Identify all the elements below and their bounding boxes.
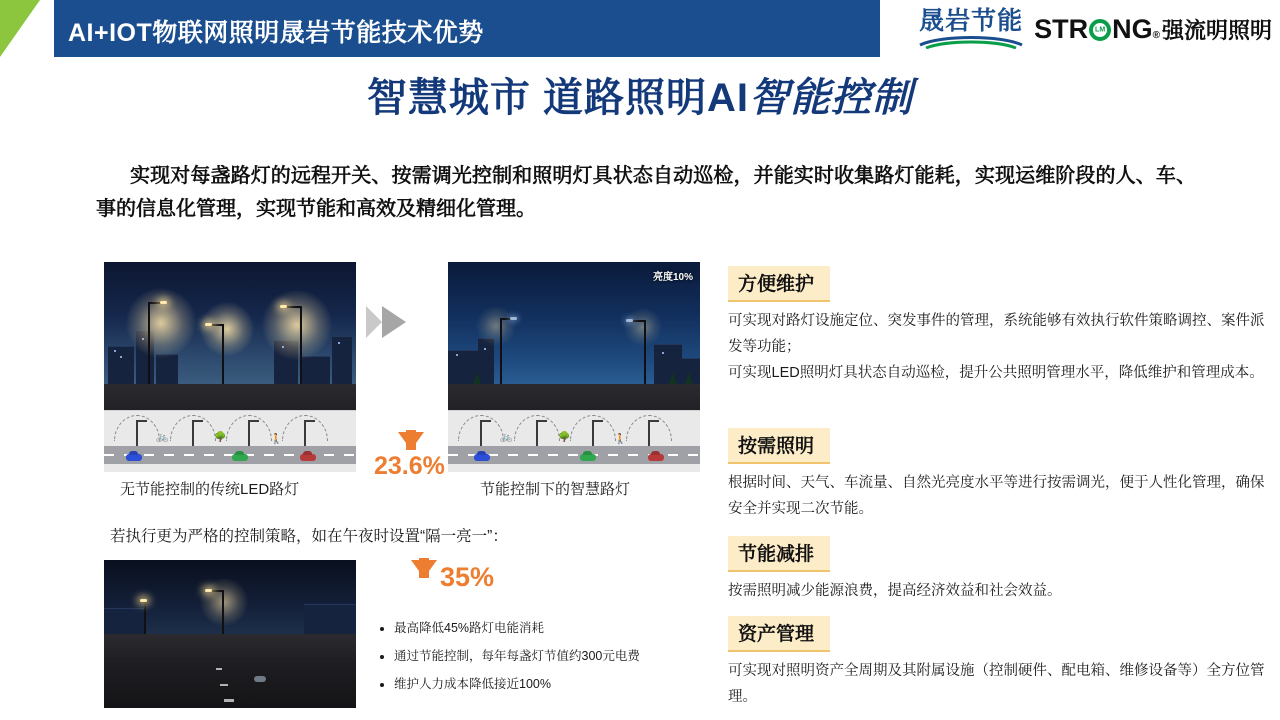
feature-block-on-demand <box>728 428 1268 523</box>
feature-paragraph: 根据时间、天气、车流量、自然光亮度水平等进行按需调光，便于人性化管理，确保安全并实现二次节能。 <box>728 475 1265 517</box>
feature-title: 按需照明 <box>728 428 830 464</box>
list-item: • 维护人力成本降低接近100% <box>394 670 640 698</box>
feature-paragraph: 可实现对路灯设施定位、突发事件的管理，系统能够有效执行软件策略调控、案件派发等功能； <box>728 313 1265 355</box>
feature-body <box>728 471 1268 523</box>
transition-arrow-icon <box>382 306 406 338</box>
policy-note: 若执行更为严格的控制策略，如在午夜时设置“隔一亮一”： <box>110 528 508 545</box>
saving-percentage-primary: 23.6% <box>374 452 445 480</box>
logo-ring-icon <box>1089 19 1111 41</box>
feature-body <box>728 579 1268 605</box>
feature-block-asset-management <box>728 616 1268 711</box>
saving-arrow-icon-secondary <box>411 560 437 578</box>
diagram-smart-strip: 🚲 🌳 🚶 <box>448 410 700 472</box>
logo-english-cn: 强流明照明 <box>1161 17 1272 43</box>
building <box>332 336 352 384</box>
lamp-glow <box>200 302 254 356</box>
brand-logo <box>916 4 1272 54</box>
building <box>108 346 134 384</box>
brightness-badge: 亮度10% <box>652 272 693 283</box>
feature-body <box>728 659 1268 711</box>
slide-header <box>0 0 1280 57</box>
logo-english-right: NG <box>1112 13 1153 44</box>
logo-chinese-text: 晟岩节能 <box>919 7 1024 35</box>
logo-chinese <box>916 9 1026 49</box>
header-corner-accent <box>0 0 54 57</box>
feature-paragraph: 可实现LED照明灯具状态自动巡检，提升公共照明管理水平，降低维护和管理成本。 <box>728 364 1264 381</box>
lamp-glow <box>262 290 332 360</box>
feature-paragraph: 可实现对照明资产全周期及其附属设施（控制硬件、配电箱、维修设备等）全方位管理。 <box>728 663 1265 705</box>
saving-arrow-icon <box>398 432 424 450</box>
feature-paragraph: 按需照明减少能源浪费，提高经济效益和社会效益。 <box>728 583 1062 599</box>
building <box>300 356 330 384</box>
list-item: • 最高降低45%路灯电能消耗 <box>394 614 640 642</box>
feature-title: 节能减排 <box>728 536 830 572</box>
header-title: AI+IOT物联网照明晟岩节能技术优势 <box>68 19 484 47</box>
photo-midnight-alternate-lighting <box>104 560 356 708</box>
logo-registered-mark: ® <box>1152 29 1160 41</box>
page-title-plain: 智慧城市 道路照明AI <box>366 76 750 120</box>
caption-smart: 节能控制下的智慧路灯 <box>480 481 631 498</box>
feature-body <box>728 309 1268 386</box>
caption-traditional: 无节能控制的传统LED路灯 <box>120 481 300 498</box>
page-title <box>0 66 1280 123</box>
feature-title: 方便维护 <box>728 266 830 302</box>
list-item: • 通过节能控制，每年每盏灯节值约300元电费 <box>394 642 640 670</box>
feature-block-maintenance <box>728 266 1268 386</box>
diagram-traditional-strip: 🚲 🌳 🚶 <box>104 410 356 472</box>
page-title-emphasis: 智能控制 <box>749 76 914 120</box>
logo-swoosh-icon <box>916 35 1026 49</box>
intro-paragraph: 实现对每盏路灯的远程开关、按需调光控制和照明灯具状态自动巡检，并能实时收集路灯能耗，实现运维阶段的人、车、事的信息化管理，实现节能和高效及精细化管理。 <box>96 165 1196 220</box>
feature-title: 资产管理 <box>728 616 830 652</box>
lamp-glow <box>126 288 196 358</box>
building <box>156 354 178 384</box>
feature-block-energy-saving <box>728 536 1268 605</box>
logo-english-left: STR <box>1034 13 1089 44</box>
logo-english <box>1034 14 1272 45</box>
saving-percentage-secondary: 35% <box>440 562 495 592</box>
benefit-bullet-list <box>378 614 640 698</box>
